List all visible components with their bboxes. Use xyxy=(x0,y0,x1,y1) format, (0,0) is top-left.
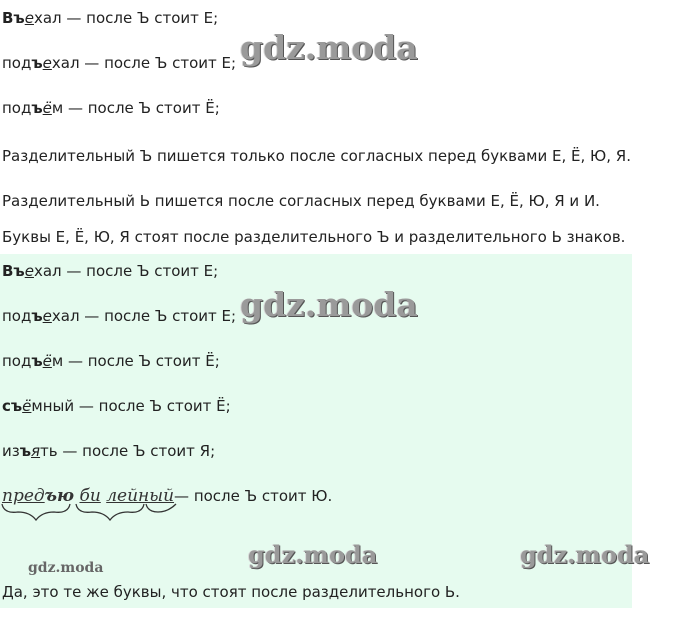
example-line-1: Въехал — после Ъ стоит Е; xyxy=(2,9,219,27)
morpheme-suffix: ный xyxy=(138,486,175,506)
watermark-logo: gdz.moda xyxy=(240,28,418,67)
watermark-logo: gdz.moda xyxy=(520,540,650,569)
final-answer: Да, это те же буквы, что стоят после разделительного Ь. xyxy=(2,583,460,601)
watermark-logo: gdz.moda xyxy=(248,540,378,569)
rule-paragraph-3: Буквы Е, Ё, Ю, Я стоят после разделительного Ъ и разделительного Ь знаков. xyxy=(2,228,626,246)
example-line-2: подъехал — после Ъ стоит Е; xyxy=(2,54,237,72)
example-line-3: подъём — после Ъ стоит Ё; xyxy=(2,99,220,117)
answer-line-1: Въехал — после Ъ стоит Е; xyxy=(2,262,219,280)
watermark-logo: gdz.moda xyxy=(28,560,104,576)
morpheme-tail: — после Ъ стоит Ю. xyxy=(174,487,333,505)
morpheme-prefix: пред xyxy=(2,486,45,506)
morpheme-braces xyxy=(0,500,190,522)
answer-line-2: подъехал — после Ъ стоит Е; xyxy=(2,307,237,325)
answer-line-4: съёмный — после Ъ стоит Ё; xyxy=(2,397,231,415)
rule-paragraph-1: Разделительный Ъ пишется только после согласных перед буквами Е, Ё, Ю, Я. xyxy=(2,147,631,165)
morpheme-root-2: лей xyxy=(106,486,139,506)
watermark-logo: gdz.moda xyxy=(240,285,418,324)
rule-paragraph-2: Разделительный Ь пишется после согласных перед буквами Е, Ё, Ю, Я и И. xyxy=(2,192,600,210)
answer-line-5: изъять — после Ъ стоит Я; xyxy=(2,442,216,460)
morpheme-root-1: би xyxy=(79,486,101,506)
answer-line-3: подъём — после Ъ стоит Ё; xyxy=(2,352,220,370)
morpheme-sign: ъю xyxy=(44,486,75,506)
